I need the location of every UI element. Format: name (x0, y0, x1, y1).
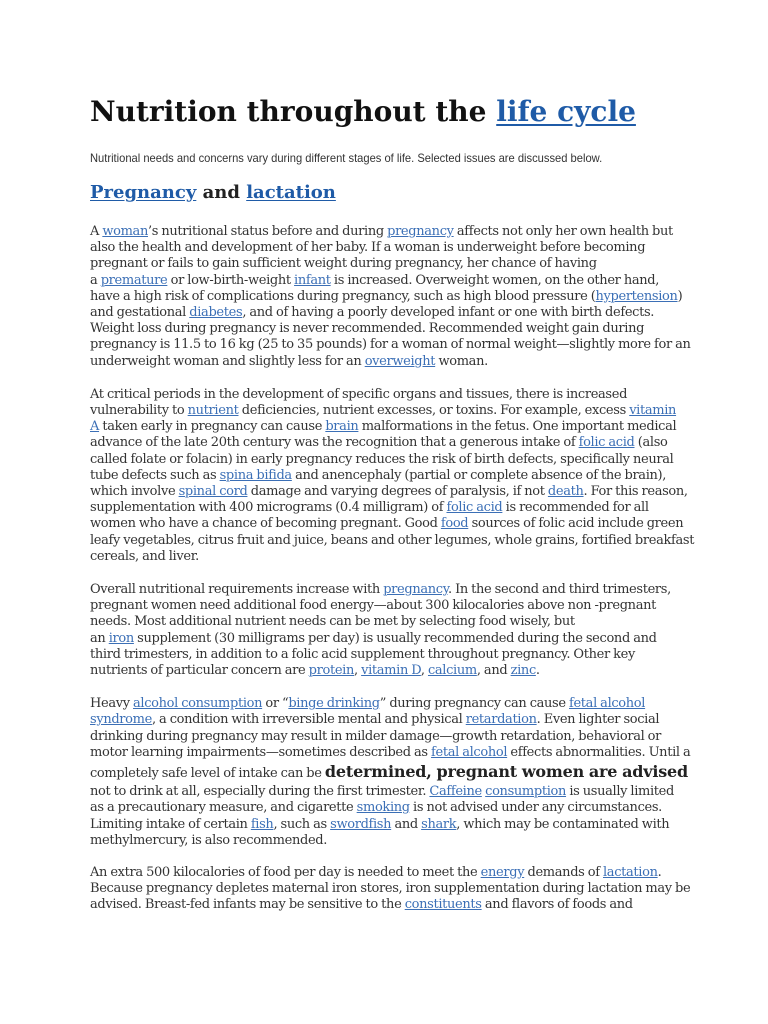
text-line (90, 452, 678, 468)
article (90, 92, 695, 914)
text-run: which involve (90, 484, 179, 500)
text-run: Overall nutritional requirements increase with (90, 582, 384, 598)
text-run: or “ (262, 696, 289, 712)
life-cycle-link[interactable]: life cycle (496, 95, 636, 128)
fetal-alcohol-link[interactable]: fetal alcohol (431, 744, 508, 760)
paragraph (90, 696, 691, 849)
text-run: advance of the late 20th century was the recognition that a generous intake of (90, 435, 579, 451)
page-title (90, 92, 678, 132)
text-run: have a high risk of complications during pregnancy, such as high blood pressure ( (90, 288, 596, 304)
text-line (90, 484, 688, 500)
a-link[interactable]: A (90, 419, 100, 435)
text-run: nutrients of particular concern are (90, 663, 309, 679)
section-heading-and: and (196, 182, 247, 203)
hypertension-link[interactable]: hypertension (595, 288, 678, 304)
premature-link[interactable]: premature (100, 272, 168, 288)
text-run: is usually limited (566, 784, 674, 800)
text-run: underweight woman and slightly less for an (90, 353, 365, 369)
text-line (90, 582, 678, 598)
text-line (90, 500, 678, 516)
text-run: not to drink at all, especially during the first trimester. (90, 784, 430, 800)
pregnancy-link[interactable]: pregnancy (383, 582, 448, 598)
text-run: Weight loss during pregnancy is never recommended. Recommended weight gain during (90, 321, 645, 337)
text-run: , a condition with irreversible mental and physical (151, 712, 466, 728)
text-line (90, 403, 678, 419)
paragraph (90, 386, 695, 565)
text-line (90, 784, 678, 800)
text-run: Because pregnancy depletes maternal iron stores, iron supplementation during lactation may be (90, 881, 691, 897)
text-line (90, 256, 678, 272)
text-line (90, 305, 678, 321)
overweight-link[interactable]: overweight (364, 353, 436, 369)
text-run: effects abnormalities. Until a (507, 744, 691, 760)
shark-link[interactable]: shark (421, 816, 457, 832)
fish-link[interactable]: fish (250, 816, 274, 832)
text-line (90, 897, 678, 913)
energy-link[interactable]: energy (480, 864, 525, 880)
text-line (90, 631, 678, 647)
text-line (90, 532, 695, 549)
vitamin-link[interactable]: vitamin (629, 403, 677, 419)
text-run: and gestational (90, 305, 190, 321)
protein-link[interactable]: protein (308, 663, 355, 679)
text-run: ) (677, 288, 683, 304)
text-line (90, 240, 678, 256)
text-run: ’s nutritional status before and during (147, 224, 388, 239)
text-run: completely safe level of intake can be (90, 766, 325, 782)
text-run: . In the second and third trimesters, (448, 582, 671, 598)
text-run: called folate or folacin) in early pregnancy reduces the risk of birth defects, specifically neural (90, 451, 674, 467)
text-line (90, 288, 683, 305)
text-run: drinking during pregnancy may result in milder damage—growth retardation, behavioral or (90, 728, 662, 744)
text-run: , (354, 663, 362, 679)
retardation-link[interactable]: retardation (465, 712, 537, 728)
text-line (90, 712, 678, 728)
text-run: A (90, 224, 103, 239)
text-line (90, 387, 678, 403)
text-run: vulnerability to (90, 403, 188, 419)
text-run: is recommended for all (502, 500, 649, 516)
consumption-link[interactable]: consumption (485, 784, 567, 800)
text-run: pregnancy is 11.5 to 16 kg (25 to 35 pounds) for a woman of normal weight—slightly more for an (90, 337, 691, 353)
folic-acid-link[interactable]: folic acid (446, 500, 503, 516)
text-run: (also (634, 435, 668, 451)
text-run: as a precautionary measure, and cigarette (90, 800, 357, 816)
caffeine-link[interactable]: Caffeine (429, 784, 482, 800)
text-run: cereals, and liver. (90, 548, 199, 564)
text-run: methylmercury, is also recommended. (90, 832, 328, 848)
text-line (90, 800, 678, 816)
food-link[interactable]: food (440, 516, 469, 532)
text-line (90, 881, 691, 897)
text-line (90, 419, 678, 435)
text-line (90, 647, 678, 663)
spina-bifida-link[interactable]: spina bifida (219, 467, 292, 483)
folic-acid-link[interactable]: folic acid (578, 435, 635, 451)
text-run: . Even lighter social (536, 712, 660, 728)
calcium-link[interactable]: calcium (427, 663, 477, 679)
paragraph (90, 582, 678, 679)
swordfish-link[interactable]: swordfish (330, 816, 392, 832)
paragraph (90, 224, 691, 370)
text-line (90, 744, 691, 761)
alcohol-consumption-link[interactable]: alcohol consumption (133, 696, 263, 712)
text-run: deficiencies, nutrient excesses, or toxins. For example, excess (238, 403, 630, 419)
smoking-link[interactable]: smoking (356, 800, 410, 816)
text-line (90, 468, 678, 484)
text-line (90, 696, 678, 712)
vitamin-d-link[interactable]: vitamin D (361, 663, 421, 679)
text-run: needs. Most additional nutrient needs can be met by selecting food wisely, but (90, 614, 575, 630)
text-run: is not advised under any circumstances. (409, 800, 662, 816)
text-line (90, 354, 678, 370)
text-run: tube defects such as (90, 467, 220, 483)
text-line (90, 549, 678, 565)
nutrient-link[interactable]: nutrient (187, 403, 239, 419)
text-run: Heavy (90, 696, 134, 712)
text-run: , (420, 663, 428, 679)
text-run: leafy vegetables, citrus fruit and juice, beans and other legumes, whole grains, fortified breakfast (90, 532, 695, 548)
text-run: supplementation with 400 micrograms (0.4 milligram) of (90, 500, 447, 516)
text-line (90, 224, 678, 240)
text-run: , and (476, 663, 511, 679)
constituents-link[interactable]: constituents (404, 897, 482, 913)
zinc-link[interactable]: zinc (510, 663, 536, 679)
text-line (90, 817, 678, 833)
text-run: an (90, 630, 109, 646)
text-line (90, 273, 678, 289)
iron-link[interactable]: iron (108, 630, 134, 646)
lactation-heading-link[interactable]: lactation (246, 182, 336, 203)
text-run: . For this reason, (583, 484, 688, 500)
text-run: supplement (30 milligrams per day) is usually recommended during the second and (133, 630, 657, 646)
binge-drinking-link[interactable]: binge drinking (288, 696, 380, 712)
text-run: third trimesters, in addition to a folic acid supplement throughout pregnancy. Other key (90, 646, 635, 662)
text-run: affects not only her own health but (453, 224, 673, 239)
text-run: ” during pregnancy can cause (379, 696, 569, 712)
pregnancy-heading-link[interactable]: Pregnancy (90, 182, 197, 203)
text-run: is increased. Overweight women, on the other hand, (330, 272, 660, 288)
pregnancy-link[interactable]: pregnancy (387, 224, 454, 239)
text-run: motor learning impairments—sometimes described as (90, 744, 432, 760)
text-run: Limiting intake of certain (90, 816, 251, 832)
fetal-alcohol-link[interactable]: fetal alcohol (569, 696, 646, 712)
syndrome-link[interactable]: syndrome (90, 712, 152, 728)
text-run: and anencephaly (partial or complete absence of the brain), (291, 467, 667, 483)
text-run: women who have a chance of becoming pregnant. Good (90, 516, 441, 532)
text-line (90, 516, 684, 532)
brain-link[interactable]: brain (325, 419, 359, 435)
infant-link[interactable]: infant (294, 272, 331, 288)
text-run: malformations in the fetus. One important medical (358, 419, 677, 435)
diabetes-link[interactable]: diabetes (189, 305, 243, 321)
lactation-link[interactable]: lactation (603, 864, 658, 880)
text-run: At critical periods in the development of specific organs and tissues, there is increased (90, 386, 628, 402)
text-run: taken early in pregnancy can cause (99, 419, 326, 435)
text-run: . (657, 864, 662, 880)
text-run: damage and varying degrees of paralysis, if not (247, 484, 548, 500)
text-line (90, 865, 678, 881)
text-run: , and of having a poorly developed infant or one with birth defects. (242, 305, 655, 321)
text-line (90, 598, 678, 614)
death-link[interactable]: death (547, 484, 584, 500)
woman-link[interactable]: woman (102, 224, 148, 239)
text-run: also the health and development of her baby. If a woman is underweight before becoming (90, 240, 646, 256)
paragraph (90, 864, 691, 914)
text-run: or low-birth-weight (167, 272, 295, 288)
text-line (90, 337, 691, 353)
text-line (90, 761, 689, 784)
emphasized-text: determined, pregnant women are advised (324, 762, 689, 782)
text-run: , such as (273, 816, 331, 832)
text-line (90, 321, 678, 337)
text-line (90, 435, 678, 451)
intro-text: Nutritional needs and concerns vary during different stages of life. Selected issues are discussed below. (90, 151, 603, 165)
text-run: pregnant women need additional food energy—about 300 kilocalories above non -pregnant (90, 598, 656, 614)
text-run: and (391, 816, 422, 832)
text-run: sources of folic acid include green (468, 516, 684, 532)
text-run: demands of (524, 864, 603, 880)
page-title-text: Nutrition throughout the (90, 95, 497, 128)
text-line (90, 614, 678, 630)
text-run: An extra 500 kilocalories of food per day is needed to meet the (90, 864, 481, 880)
section-heading (90, 180, 678, 206)
text-run: pregnant or fails to gain sufficient weight during pregnancy, her chance of having (90, 256, 597, 272)
text-run: , which may be contaminated with (456, 816, 670, 832)
text-line (90, 663, 678, 679)
text-run: woman. (435, 353, 488, 369)
text-line (90, 729, 678, 745)
text-run: and flavors of foods and (481, 897, 633, 913)
text-run: advised. Breast-fed infants may be sensitive to the (90, 897, 405, 913)
text-run: . (535, 663, 540, 679)
spinal-cord-link[interactable]: spinal cord (178, 484, 248, 500)
text-line (90, 833, 678, 849)
text-run: a (90, 272, 101, 288)
